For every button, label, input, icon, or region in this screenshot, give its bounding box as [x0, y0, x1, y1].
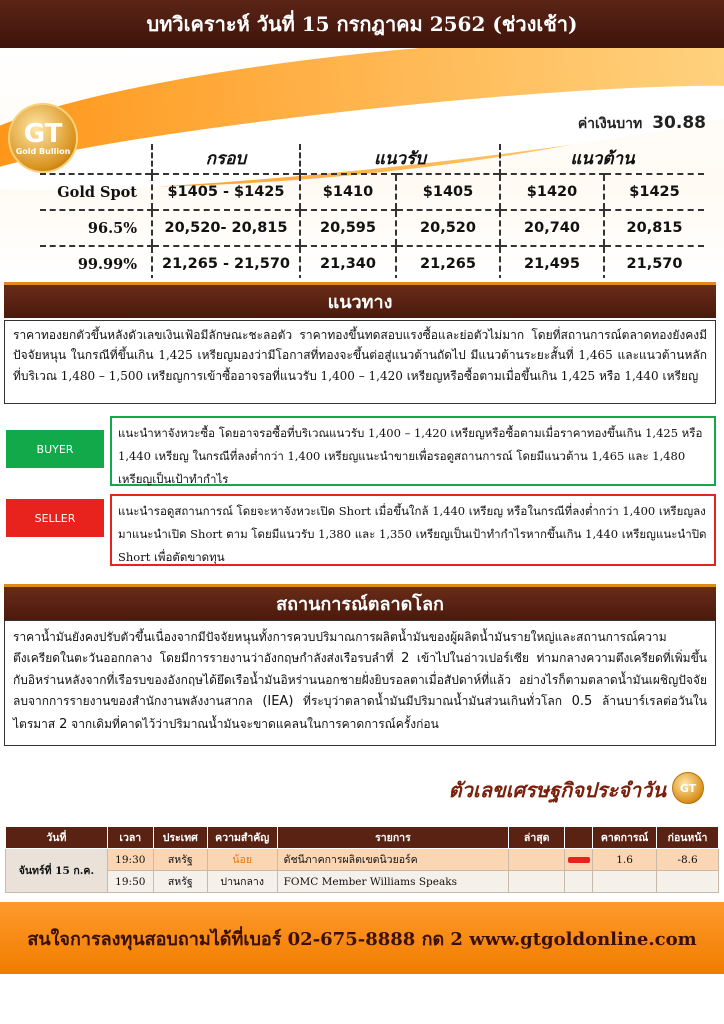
header-forecast: คาดการณ์ — [593, 827, 657, 849]
price-row-9999 — [40, 246, 704, 278]
row-label: Gold Spot — [40, 174, 152, 210]
logo-subtitle: Gold Bullion — [15, 146, 71, 156]
guide-text: ราคาทองยกตัวขึ้นหลังดัวเลขเงินเฟ้อมีลักษณะชะลอตัว ราคาทองขึ้นทดสอบแรงซื้อและย่อตัวไม่มาก โดยที่สถานการณ์ตลาดทองยังคงมีปัจจัยหนุน ในกรณีที่ขึ้นเกิน 1,425 เหรียญมองว่ามีโอกาสที่ทองจะขึ้นต่อสู่แนวต้านถัดไป มีแนวต้านระยะสั้นที่ 1,465 และแนวต้านหลักที่บริเวณ 1,480 – 1,500 เหรียญการเข้าซื้ออาจรอที่แนวรับ 1,400 – 1,420 เหรียญหรือซื้อตามเมื่อขึ้นเกิน 1,425 หรือ 1,440 เหรียญ — [4, 320, 716, 404]
header-country: ประเทศ — [153, 827, 207, 849]
support1-cell: 20,595 — [300, 210, 396, 246]
world-text: ราคาน้ำมันยังคงปรับตัวขึ้นเนื่องจากมีปัจจัยหนุนทั้งการควบปริมาณการผลิตน้ำมันของผู้ผลิตน้ำมันรายใหญ่และสถานการณ์ความตึงเครียดในตะวันออกกลาง โดยมีการรายงานว่าอังกฤษกำลังส่งเรือรบลำที่ 2 เข้าไปในอ่าวเปอร์เซีย ท่ามกลางความตึงเครียดที่เพิ่มขึ้นกับอิหร่านหลังจากที่เรือรบของอังกฤษได้ยึดเรือน้ำมันอิหร่านนอกชายฝั่งยิบรอลตาเมื่อสัปดาห์ที่แล้ว อย่างไรก็ตามตลาดน้ำมันเผชิญปัจจัยลบจากการรายงานของสำนักงานพลังงานสากล (IEA) ที่ระบุว่าตลาดน้ำมันมีปริมาณน้ำมันส่วนเกินทั่วโลก 0.5 ล้านบาร์เรลต่อวันในไตรมาส 2 จากเดิมที่คาดไว้ว่าปริมาณน้ำมันจะขาดแคลนในการคาดการณ์ครั้งก่อน — [4, 620, 716, 746]
item-cell: FOMC Member Williams Speaks — [277, 871, 509, 893]
importance-cell: น้อย — [207, 849, 277, 871]
range-cell: 21,265 - 21,570 — [152, 246, 300, 278]
header-importance: ความสำคัญ — [207, 827, 277, 849]
header-banner — [0, 48, 724, 278]
trend-cell — [565, 871, 593, 893]
forecast-cell: 1.6 — [593, 849, 657, 871]
country-cell: สหรัฐ — [153, 871, 207, 893]
previous-cell — [657, 871, 719, 893]
logo-mark: GT — [23, 118, 63, 149]
seller-tag: SELLER — [6, 499, 104, 537]
buyer-advice: แนะนำหาจังหวะซื้อ โดยอาจรอซื้อที่บริเวณแนวรับ 1,400 – 1,420 เหรียญหรือซื้อตามเมื่อราคาทองขึ้นเกิน 1,425 หรือ 1,440 เหรียญ ในกรณีที่ลงต่ำกว่า 1,400 เหรียญแนะนำขายเพื่อรอดูสถานการณ์ โดยมีแนวต้าน 1,465 และ 1,480 เหรียญเป็นเป้าทำกำไร — [110, 416, 716, 486]
contact-footer: สนใจการลงทุนสอบถามได้ที่เบอร์ 02-675-8888 กด 2 www.gtgoldonline.com — [0, 902, 724, 974]
header-latest: ล่าสุด — [509, 827, 565, 849]
resistance2-cell: 21,570 — [604, 246, 704, 278]
price-row-gold-spot — [40, 174, 704, 210]
range-cell: $1405 - $1425 — [152, 174, 300, 210]
row-label: 96.5% — [40, 210, 152, 246]
exchange-rate-value: 30.88 — [652, 113, 706, 133]
resistance2-cell: $1425 — [604, 174, 704, 210]
resistance1-cell: 21,495 — [500, 246, 604, 278]
price-row-965 — [40, 210, 704, 246]
table-row — [6, 871, 719, 893]
forecast-cell — [593, 871, 657, 893]
time-cell: 19:30 — [107, 849, 153, 871]
support2-cell: $1405 — [396, 174, 500, 210]
page-title: บทวิเคราะห์ วันที่ 15 กรกฎาคม 2562 (ช่วงเช้า) — [0, 0, 724, 48]
red-dash-icon — [568, 857, 590, 863]
header-range: กรอบ — [152, 144, 300, 174]
econ-calendar-table — [5, 826, 719, 893]
header-day: วันที่ — [6, 827, 108, 849]
resistance1-cell: $1420 — [500, 174, 604, 210]
econ-calendar-title: ตัวเลขเศรษฐกิจประจำวัน — [448, 778, 666, 802]
country-cell: สหรัฐ — [153, 849, 207, 871]
importance-cell: ปานกลาง — [207, 871, 277, 893]
guide-section-title: แนวทาง — [4, 282, 716, 318]
header-previous: ก่อนหน้า — [657, 827, 719, 849]
header-resistance: แนวต้าน — [500, 144, 704, 174]
row-label: 99.99% — [40, 246, 152, 278]
support1-cell: $1410 — [300, 174, 396, 210]
trend-cell — [565, 849, 593, 871]
header-support: แนวรับ — [300, 144, 500, 174]
previous-cell: -8.6 — [657, 849, 719, 871]
exchange-rate-label: ค่าเงินบาท — [577, 116, 643, 132]
seller-advice: แนะนำรอดูสถานการณ์ โดยจะหาจังหวะเปิด Short เมื่อขึ้นใกล้ 1,440 เหรียญ หรือในกรณีที่ลงต่ำกว่า 1,400 เหรียญลงมาแนะนำเปิด Short ตาม โดยมีแนวรับ 1,380 และ 1,350 เหรียญเป็นเป้าทำกำไรหากขึ้นเกิน 1,440 เหรียญแนะนำปิด Short เพื่อตัดขาดทุน — [110, 494, 716, 566]
header-time: เวลา — [107, 827, 153, 849]
table-row — [6, 849, 719, 871]
price-header-row — [40, 144, 704, 174]
time-cell: 19:50 — [107, 871, 153, 893]
item-cell: ดัชนีภาคการผลิตเขตนิวยอร์ค — [277, 849, 509, 871]
gt-badge-icon: GT — [672, 772, 704, 804]
latest-cell — [509, 849, 565, 871]
day-cell: จันทร์ที่ 15 ก.ค. — [6, 849, 108, 893]
latest-cell — [509, 871, 565, 893]
support2-cell: 20,520 — [396, 210, 500, 246]
range-cell: 20,520- 20,815 — [152, 210, 300, 246]
header-item: รายการ — [277, 827, 509, 849]
buyer-tag: BUYER — [6, 430, 104, 468]
header-blank — [565, 827, 593, 849]
resistance2-cell: 20,815 — [604, 210, 704, 246]
world-section-title: สถานการณ์ตลาดโลก — [4, 584, 716, 620]
calendar-header-row — [6, 827, 719, 849]
price-table — [40, 144, 704, 278]
support2-cell: 21,265 — [396, 246, 500, 278]
support1-cell: 21,340 — [300, 246, 396, 278]
resistance1-cell: 20,740 — [500, 210, 604, 246]
exchange-rate — [578, 113, 706, 135]
